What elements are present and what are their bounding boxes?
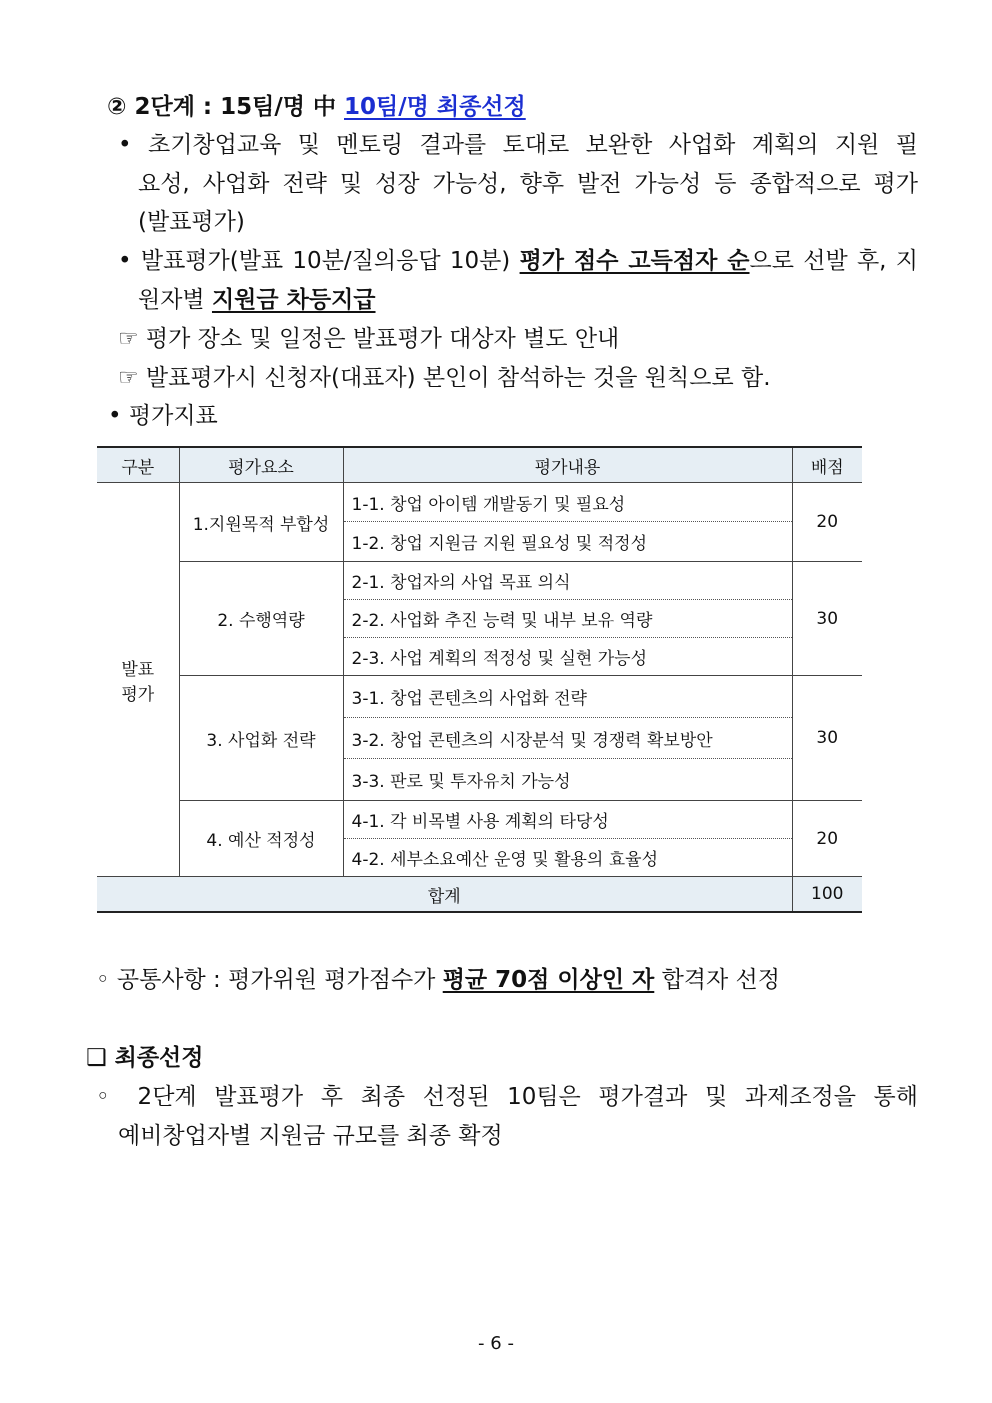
final-heading: ❑ 최종선정	[86, 1045, 204, 1071]
note-schedule: ☞ 평가 장소 및 일정은 발표평가 대상자 별도 안내	[118, 326, 620, 352]
element-cell: 3. 사업화 전략	[179, 676, 343, 801]
stage2-heading-highlight: 10팀/명 최종선정	[344, 94, 526, 120]
header-score: 배점	[792, 447, 862, 483]
content-cell: 3-3. 판로 및 투자유치 가능성	[343, 759, 792, 801]
header-content: 평가내용	[343, 447, 792, 483]
content-cell: 2-2. 사업화 추진 능력 및 내부 보유 역량	[343, 600, 792, 638]
bullet1-line1: • 초기창업교육 및 멘토링 결과를 토대로 보완한 사업화 계획의 지원 필	[118, 132, 918, 158]
total-row	[97, 877, 862, 913]
bullet1-line2: 요성, 사업화 전략 및 성장 가능성, 향후 발전 가능성 등 종합적으로 평가	[138, 171, 918, 197]
bullet2-line1	[118, 246, 918, 276]
table-row	[97, 676, 862, 718]
category-line1: 발표	[121, 659, 155, 680]
content-cell: 3-1. 창업 콘텐츠의 사업화 전략	[343, 676, 792, 718]
final-line1: ◦ 2단계 발표평가 후 최종 선정된 10팀은 평가결과 및 과제조정을 통해	[96, 1084, 918, 1110]
table-header-row	[97, 447, 862, 483]
content-cell: 2-1. 창업자의 사업 목표 의식	[343, 562, 792, 600]
indicator-title: • 평가지표	[108, 403, 218, 429]
total-score: 100	[792, 877, 862, 913]
element-cell: 1.지원목적 부합성	[179, 483, 343, 562]
table-row	[97, 483, 862, 522]
evaluation-table	[97, 446, 862, 913]
common-requirement	[96, 965, 780, 995]
category-cell	[97, 483, 179, 877]
stage2-heading	[107, 92, 526, 122]
score-cell: 20	[816, 828, 839, 849]
content-cell: 4-1. 각 비목별 사용 계획의 타당성	[343, 801, 792, 839]
header-element: 평가요소	[179, 447, 343, 483]
content-cell: 1-2. 창업 지원금 지원 필요성 및 적정성	[343, 522, 792, 562]
header-category: 구분	[97, 447, 179, 483]
bullet2-text-a: • 발표평가(발표 10분/질의응답 10분)	[118, 248, 520, 274]
total-label: 합계	[97, 877, 792, 913]
content-cell: 2-3. 사업 계획의 적정성 및 실현 가능성	[343, 638, 792, 676]
bullet2-highlight-b: 지원금 차등지급	[211, 287, 376, 313]
bullet2-highlight-a: 평가 점수 고득점자 순	[519, 248, 750, 274]
element-cell: 4. 예산 적정성	[179, 801, 343, 877]
page-number: - 6 -	[478, 1333, 514, 1354]
bullet1-line3: (발표평가)	[138, 209, 245, 235]
bullet2-line2	[138, 285, 376, 315]
bullet2-text-c: 으로 선발 후, 지	[749, 248, 919, 274]
note-attendance: ☞ 발표평가시 신청자(대표자) 본인이 참석하는 것을 원칙으로 함.	[118, 365, 771, 391]
table-row	[97, 801, 862, 839]
content-cell: 4-2. 세부소요예산 운영 및 활용의 효율성	[343, 839, 792, 877]
score-cell: 20	[792, 483, 862, 562]
content-cell: 3-2. 창업 콘텐츠의 시장분석 및 경쟁력 확보방안	[343, 718, 792, 759]
element-cell: 2. 수행역량	[179, 562, 343, 676]
bullet2-text-d: 원자별	[138, 287, 212, 313]
stage2-heading-prefix: ② 2단계 : 15팀/명 中	[107, 94, 344, 120]
score-cell: 30	[792, 562, 862, 676]
table-row	[97, 562, 862, 600]
content-cell: 1-1. 창업 아이템 개발동기 및 필요성	[343, 483, 792, 522]
score-cell: 30	[792, 676, 862, 801]
common-highlight: 평균 70점 이상인 자	[442, 967, 655, 993]
category-line2: 평가	[121, 684, 155, 705]
common-prefix: ◦ 공통사항 : 평가위원 평가점수가	[96, 967, 443, 993]
final-line2: 예비창업자별 지원금 규모를 최종 확정	[118, 1123, 503, 1149]
common-suffix: 합격자 선정	[654, 967, 780, 993]
